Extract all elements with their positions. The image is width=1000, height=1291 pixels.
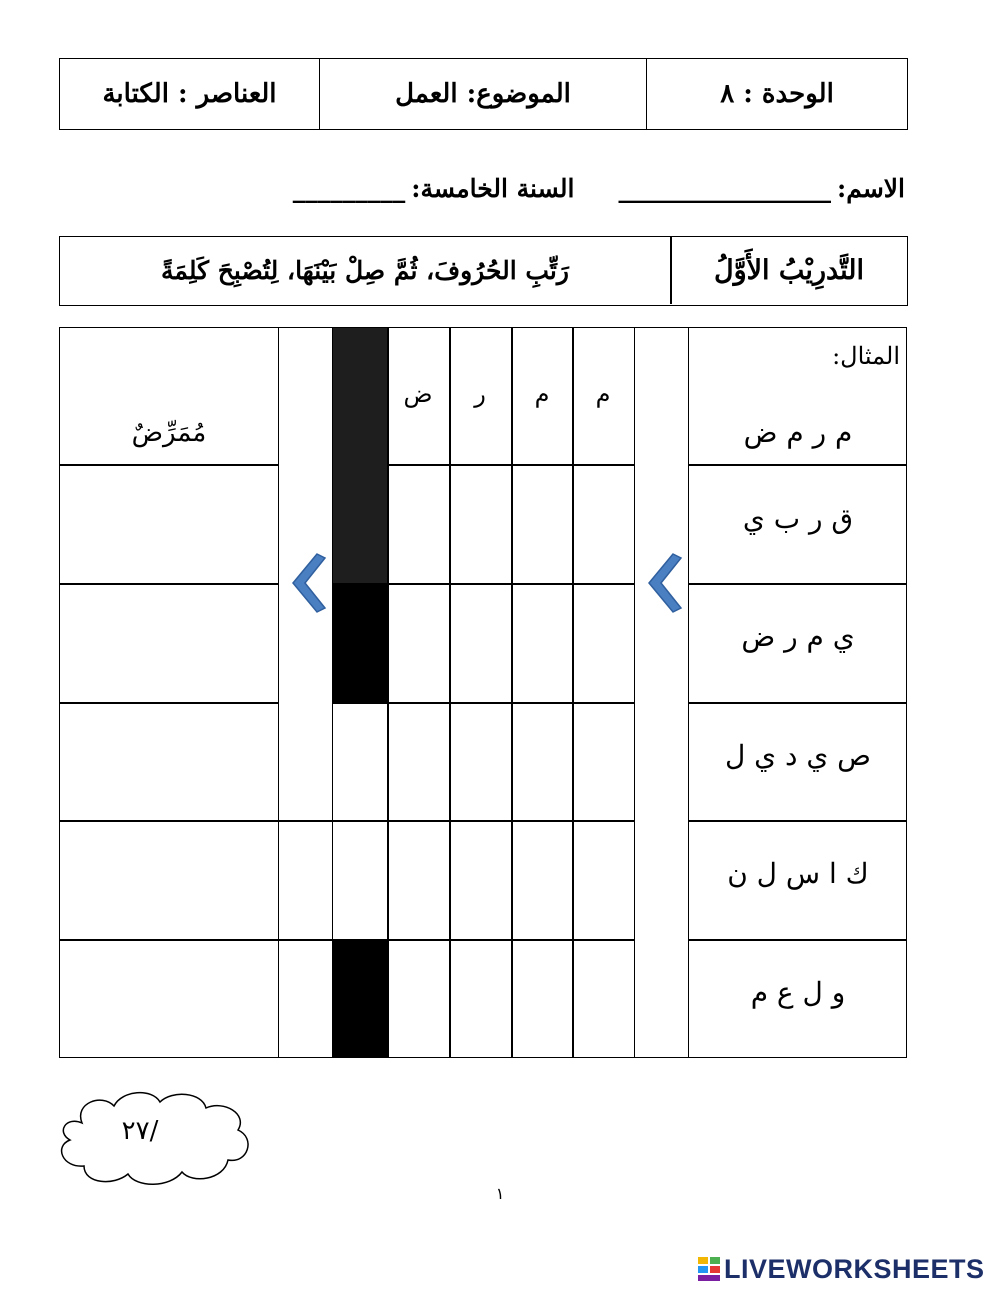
example-letters: م ر م ض xyxy=(743,416,853,449)
row-letters: ي م ر ض xyxy=(741,620,855,653)
name-field[interactable]: _________________ xyxy=(618,173,831,203)
exercise-instruction: رَتِّبِ الحُرُوفَ، ثُمَّ صِلْ بَيْنَهَا، لِتُصْبِحَ كَلِمَةً xyxy=(161,256,569,285)
example-answer: مُمَرِّضٌ xyxy=(131,418,207,448)
answer-input[interactable] xyxy=(61,941,277,1057)
example-sorted-letter: م xyxy=(595,380,611,408)
topic-cell xyxy=(319,58,647,130)
example-sorted-letter: ر xyxy=(474,380,486,408)
row-letters: و ل ع م xyxy=(750,976,846,1009)
row-letters: ق ر ب ي xyxy=(742,502,854,535)
elements-cell xyxy=(59,58,320,130)
elements-label: العناصر : الكتابة xyxy=(102,79,277,109)
chevron-left-icon xyxy=(287,552,327,614)
grade-field[interactable]: _________ xyxy=(292,173,406,203)
row-letters: ص ي د ي ل xyxy=(724,739,872,772)
score-label: /٢٧ xyxy=(121,1116,159,1146)
unit-cell xyxy=(646,58,908,130)
name-label: الاسم: xyxy=(836,173,905,203)
brand-name: LIVEWORKSHEETS xyxy=(724,1253,985,1284)
row-letters: ك ا س ل ن xyxy=(727,857,869,890)
brand-icon xyxy=(697,1256,721,1282)
exercise-header xyxy=(59,236,908,306)
example-label: المثال: xyxy=(832,342,900,370)
brand-logo xyxy=(697,1254,985,1284)
example-sorted-letter: ض xyxy=(403,380,433,408)
answer-input[interactable] xyxy=(61,822,277,938)
exercise-title: التَّدرِيْبُ الأَوَّلُ xyxy=(713,255,865,286)
example-sorted-letter: م xyxy=(534,380,550,408)
grade-label: السنة الخامسة: xyxy=(411,173,575,203)
page-number: ١ xyxy=(495,1184,505,1203)
answer-input[interactable] xyxy=(61,704,277,819)
answer-input[interactable] xyxy=(61,585,277,701)
chevron-left-icon xyxy=(643,552,683,614)
name-row xyxy=(120,166,905,210)
topic-label: الموضوع: العمل xyxy=(395,79,571,109)
unit-label: الوحدة : ٨ xyxy=(720,79,834,109)
answer-input[interactable] xyxy=(61,466,277,582)
